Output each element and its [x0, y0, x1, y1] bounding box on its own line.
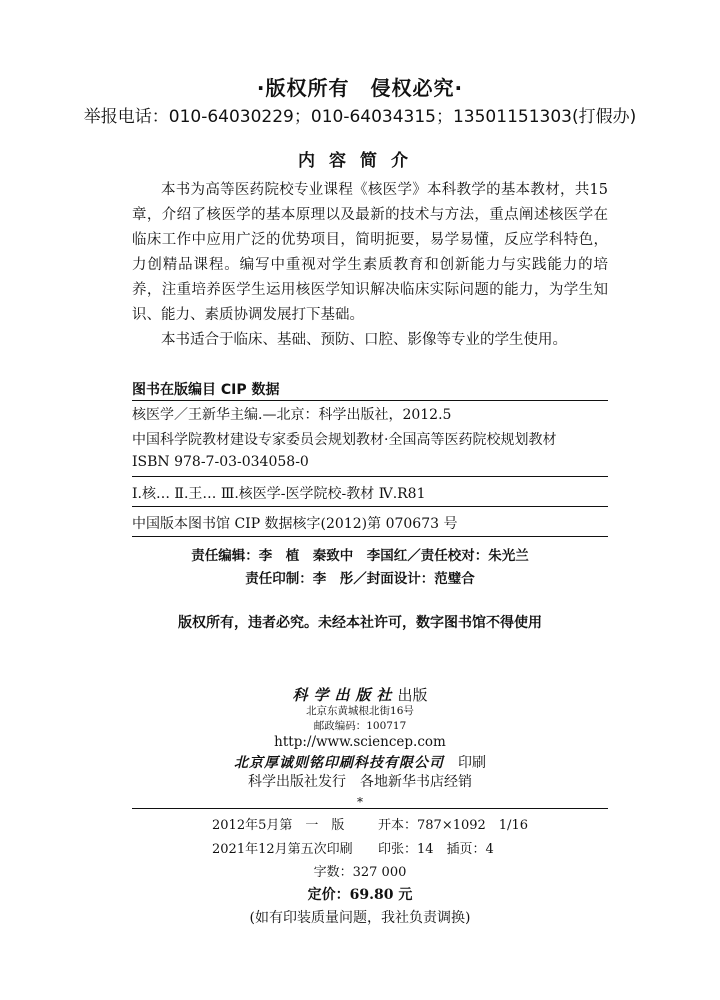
publisher-suffix: 出版	[397, 686, 428, 704]
copyright-title: ·版权所有 侵权必究·	[256, 76, 464, 100]
cip-line-3: ISBN 978-7-03-034058-0	[132, 454, 309, 470]
cip-line-4: Ⅰ.核… Ⅱ.王… Ⅲ.核医学-医学院校-教材 Ⅳ.R81	[132, 486, 426, 502]
cip-mid-rule	[132, 476, 608, 477]
summary-paragraph-2: 本书适合于临床、基础、预防、口腔、影像等专业的学生使用。	[161, 332, 567, 348]
price: 定价：69.80 元	[307, 887, 413, 903]
publisher-zip: 邮政编码：100717	[313, 720, 407, 732]
publisher-address: 北京东黄城根北街16号	[306, 705, 414, 717]
cip-line-2: 中国科学院教材建设专家委员会规划教材·全国高等医药院校规划教材	[132, 432, 557, 448]
publisher-logo: 科学出版社	[292, 686, 398, 704]
summary-title: 内容简介	[298, 151, 422, 171]
printer-suffix: 印刷	[458, 755, 486, 771]
printer-logo: 北京厚诚则铭印刷科技有限公司	[234, 755, 444, 771]
credits-line-1: 责任编辑：李 植 秦致中 李国红／责任校对：朱光兰	[191, 548, 529, 564]
distributor: 科学出版社发行 各地新华书店经销	[248, 774, 472, 790]
printing: 2021年12月第五次印刷	[212, 842, 353, 857]
publisher-name	[0, 684, 720, 705]
cip-line-5: 中国版本图书馆 CIP 数据核字(2012)第 070673 号	[132, 516, 458, 532]
separator-star: *	[357, 795, 363, 809]
summary-body	[132, 178, 608, 353]
summary-paragraph-1: 本书为高等医药院校专业课程《核医学》本科教学的基本教材，共15章，介绍了核医学的基本原理以及最新的技术与方法，重点阐述核医学在临床工作中应用广泛的优势项目，简明扼要，易学易懂，反应学科特色，力创精品课程。编写中重视对学生素质教育和创新能力与实践能力的培养，注重培养医学生运用核医学知识解决临床实际问题的能力，为学生知识、能力、素质协调发展打下基础。	[132, 182, 608, 323]
sheets: 印张：14 插页：4	[378, 842, 494, 857]
report-phone: 举报电话：010-64030229；010-64034315；13501151303(打假办)	[83, 107, 637, 127]
credits-line-2: 责任印制：李 彤／封面设计：范璧合	[245, 571, 475, 587]
usage-notice: 版权所有，违者必究。未经本社许可，数字图书馆不得使用	[178, 615, 542, 631]
publisher-url: http://www.sciencep.com	[274, 734, 446, 750]
cip-top-rule	[132, 400, 608, 401]
cip-line-1: 核医学／王新华主编.—北京：科学出版社，2012.5	[132, 407, 452, 423]
format: 开本：787×1092 1/16	[378, 818, 528, 833]
word-count: 字数：327 000	[313, 865, 407, 880]
cip-bottom-rule	[132, 536, 608, 537]
info-top-rule	[132, 808, 608, 809]
cip-heading: 图书在版编目 CIP 数据	[132, 382, 280, 398]
cip-mid-rule-2	[132, 506, 608, 507]
defect-note: (如有印装质量问题，我社负责调换)	[249, 910, 471, 926]
edition: 2012年5月第 一 版	[212, 818, 345, 833]
printer	[0, 752, 720, 772]
